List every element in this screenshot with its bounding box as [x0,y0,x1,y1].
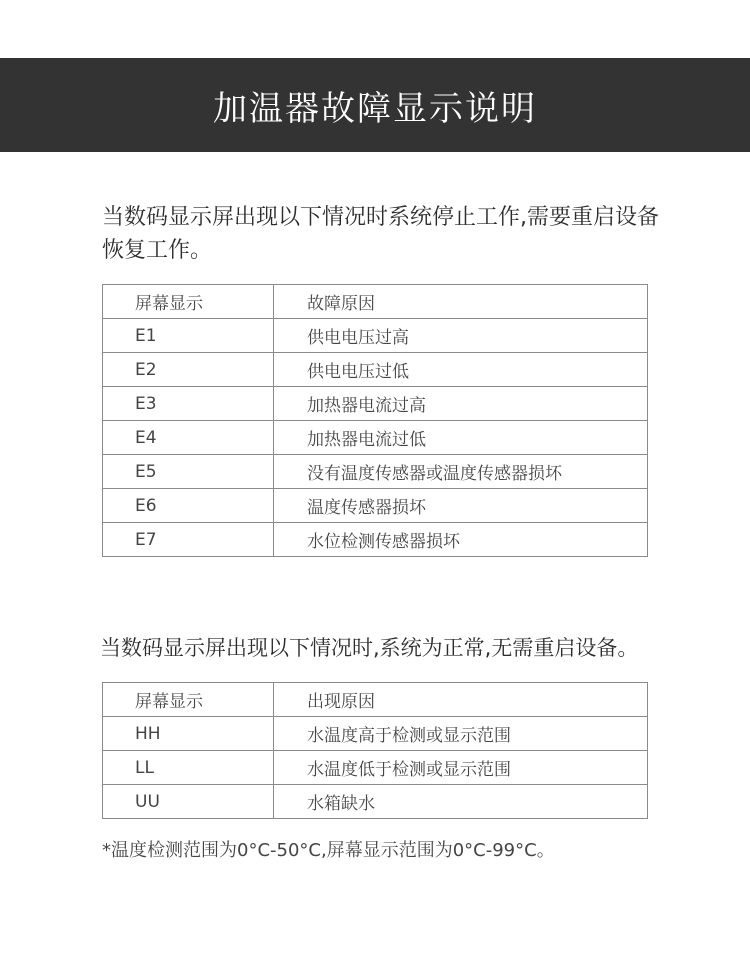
page-title: 加温器故障显示说明 [213,88,537,129]
table-row [103,319,648,353]
table-row [103,717,648,751]
table-row [103,353,648,387]
cause-cell: 水位检测传感器损坏 [274,523,648,557]
code-cell: E7 [103,523,274,557]
code-cell: HH [103,717,274,751]
cause-cell: 温度传感器损坏 [274,489,648,523]
code-cell: E3 [103,387,274,421]
code-cell: E5 [103,455,274,489]
table-row [103,751,648,785]
header-occurrence-cause: 出现原因 [274,683,648,717]
title-banner [0,58,750,152]
cause-cell: 没有温度传感器或温度传感器损坏 [274,455,648,489]
cause-cell: 水温度高于检测或显示范围 [274,717,648,751]
cause-cell: 水箱缺水 [274,785,648,819]
header-screen-display: 屏幕显示 [103,285,274,319]
table-row [103,489,648,523]
cause-cell: 供电电压过高 [274,319,648,353]
code-cell: E6 [103,489,274,523]
table-row [103,421,648,455]
table-row [103,455,648,489]
cause-cell: 加热器电流过低 [274,421,648,455]
cause-cell: 供电电压过低 [274,353,648,387]
cause-cell: 加热器电流过高 [274,387,648,421]
fault-intro-text: 当数码显示屏出现以下情况时系统停止工作,需要重启设备恢复工作。 [102,205,659,263]
table-row [103,387,648,421]
code-cell: LL [103,751,274,785]
table-header-row [103,285,648,319]
normal-status-table [102,682,648,819]
code-cell: E4 [103,421,274,455]
temperature-range-note: *温度检测范围为0°C-50°C,屏幕显示范围为0°C-99°C。 [102,840,555,861]
normal-intro-text: 当数码显示屏出现以下情况时,系统为正常,无需重启设备。 [100,636,639,660]
header-screen-display: 屏幕显示 [103,683,274,717]
code-cell: E1 [103,319,274,353]
code-cell: E2 [103,353,274,387]
code-cell: UU [103,785,274,819]
table-row [103,523,648,557]
cause-cell: 水温度低于检测或显示范围 [274,751,648,785]
table-header-row [103,683,648,717]
header-fault-cause: 故障原因 [274,285,648,319]
table-row [103,785,648,819]
fault-table [102,284,648,557]
